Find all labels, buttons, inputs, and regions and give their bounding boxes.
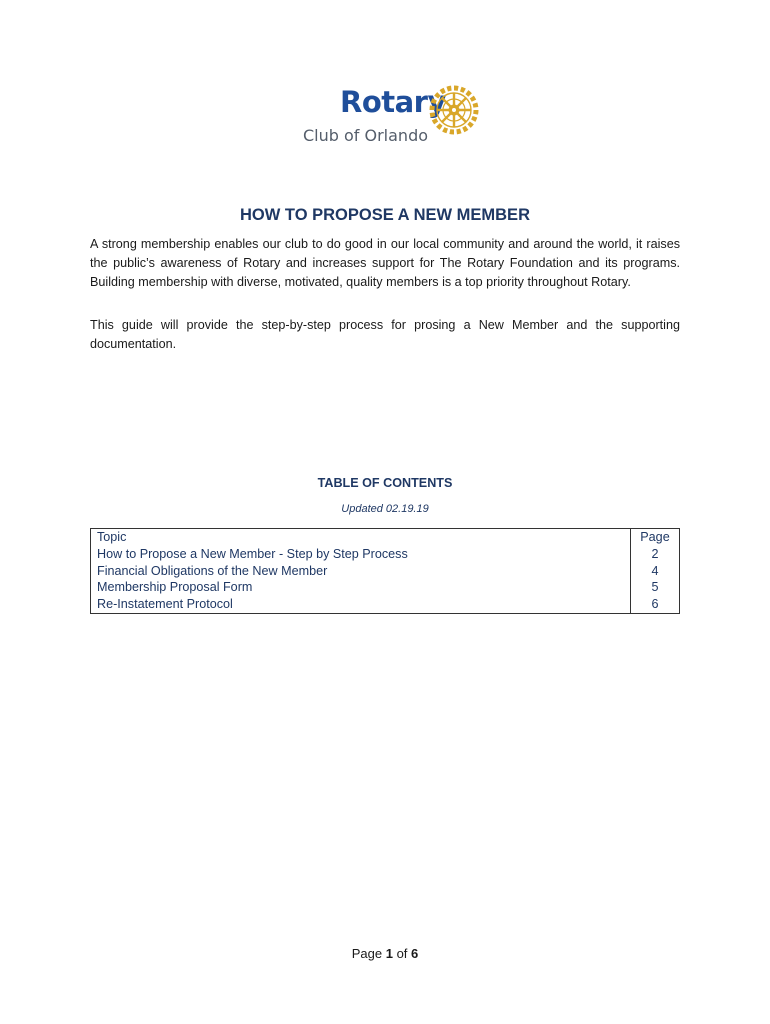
toc-column-topic: Topic: [91, 529, 631, 546]
toc-page[interactable]: 5: [651, 580, 659, 595]
page-title: HOW TO PROPOSE A NEW MEMBER: [240, 206, 530, 224]
table-row[interactable]: [91, 546, 680, 563]
intro-paragraph: A strong membership enables our club to do good in our local community and around the world, it raises the public’s awareness of Rotary and increases support for The Rotary Foundation and its programs. Building membership with diverse, motivated, quality members is a top priority throughout Rotary.: [90, 237, 680, 289]
toc-page[interactable]: 4: [651, 563, 659, 578]
toc-table: [90, 528, 680, 614]
page-footer: [0, 946, 770, 961]
logo-subtitle: Club of Orlando: [303, 126, 429, 145]
rotary-wheel-icon: [426, 82, 482, 138]
footer-prefix: Page: [351, 946, 383, 961]
toc-topic[interactable]: Membership Proposal Form: [91, 579, 631, 596]
table-row[interactable]: [91, 563, 680, 580]
footer-current-page: 1: [385, 946, 393, 961]
table-row[interactable]: [91, 579, 680, 596]
footer-total-pages: 6: [411, 946, 419, 961]
toc-topic[interactable]: Financial Obligations of the New Member: [91, 563, 631, 580]
guide-paragraph: This guide will provide the step-by-step process for prosing a New Member and the supporting documentation.: [90, 318, 680, 351]
toc-column-page: Page: [640, 530, 670, 544]
toc-topic[interactable]: Re-Instatement Protocol: [91, 596, 631, 613]
toc-heading: TABLE OF CONTENTS: [317, 476, 453, 490]
toc-topic[interactable]: How to Propose a New Member - Step by Step Process: [91, 546, 631, 563]
toc-header-row: [91, 529, 680, 546]
logo-wordmark: Rotary: [340, 85, 446, 119]
rotary-logo: [300, 82, 485, 148]
table-row[interactable]: [91, 596, 680, 613]
toc-updated-date: Updated 02.19.19: [341, 503, 429, 515]
footer-separator: of: [396, 946, 408, 961]
toc-page[interactable]: 2: [651, 546, 659, 561]
toc-page[interactable]: 6: [651, 597, 659, 612]
